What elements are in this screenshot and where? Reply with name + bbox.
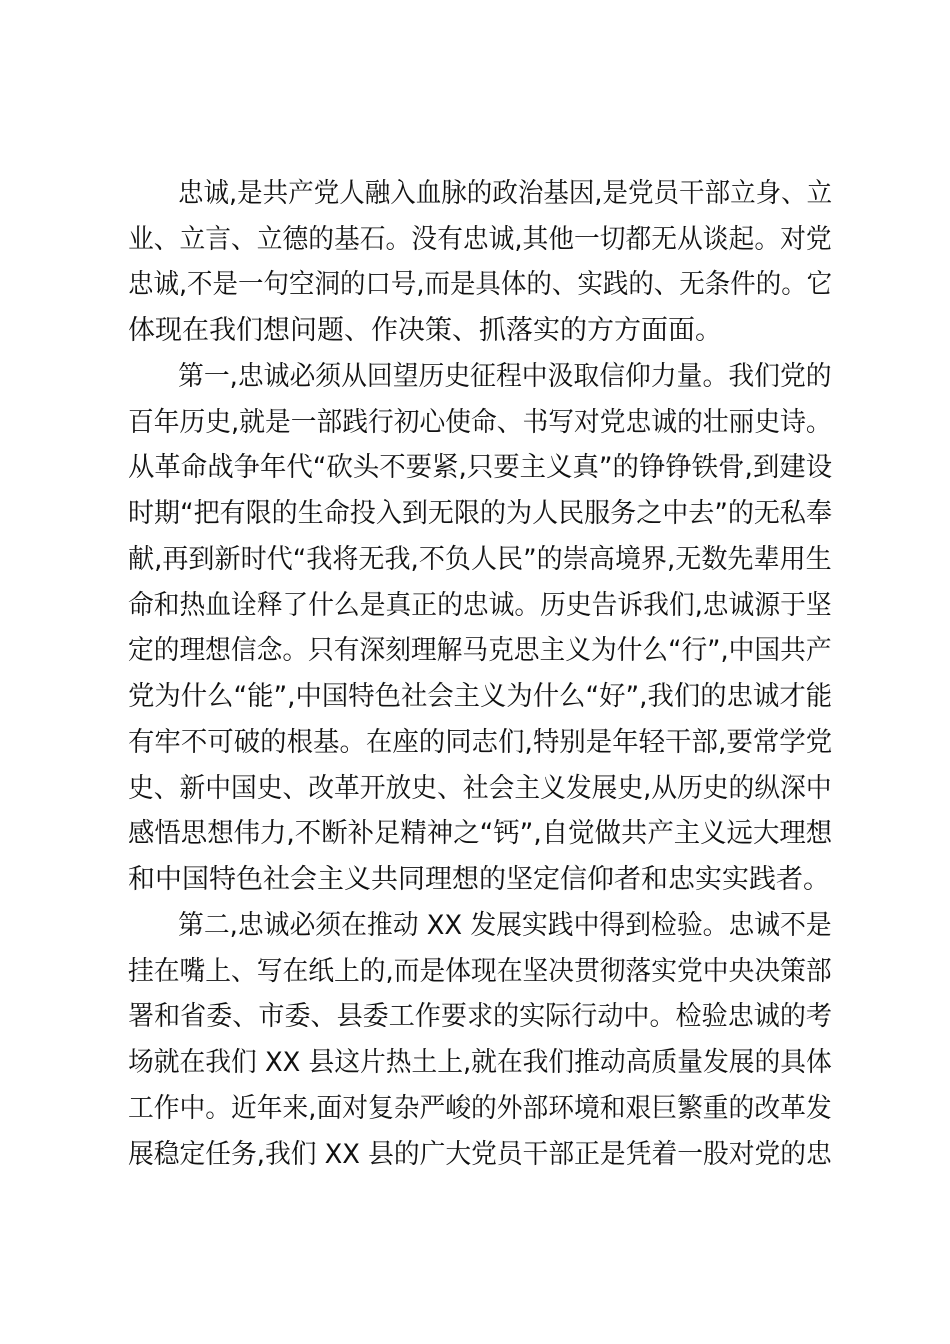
text-line: 史、新中国史、改革开放史、社会主义发展史,从历史的纵深中 (128, 773, 832, 804)
text-line: 业、立言、立德的基石。没有忠诚,其他一切都无从谈起。对党 (128, 224, 832, 255)
text-line: 党为什么“能”,中国特色社会主义为什么“好”,我们的忠诚才能 (128, 681, 833, 712)
text-line: 第一,忠诚必须从回望历史征程中汲取信仰力量。我们党的 (178, 361, 832, 392)
text-line: 从革命战争年代“砍头不要紧,只要主义真”的铮铮铁骨,到建设 (128, 452, 833, 483)
text-line: 第二,忠诚必须在推动 XX 发展实践中得到检验。忠诚不是 (178, 910, 832, 941)
text-line: 挂在嘴上、写在纸上的,而是体现在坚决贯彻落实党中央决策部 (128, 956, 832, 987)
text-line: 署和省委、市委、县委工作要求的实际行动中。检验忠诚的考 (128, 1001, 832, 1032)
text-line: 献,再到新时代“我将无我,不负人民”的崇高境界,无数先辈用生 (128, 544, 832, 575)
text-line: 忠诚,是共产党人融入血脉的政治基因,是党员干部立身、立 (178, 178, 833, 209)
text-line: 体现在我们想问题、作决策、抓落实的方方面面。 (128, 315, 722, 346)
text-line: 百年历史,就是一部践行初心使命、书写对党忠诚的壮丽史诗。 (128, 407, 832, 438)
text-line: 感悟思想伟力,不断补足精神之“钙”,自觉做共产主义远大理想 (128, 818, 833, 849)
text-line: 忠诚,不是一句空洞的口号,而是具体的、实践的、无条件的。它 (128, 269, 833, 300)
text-line: 和中国特色社会主义共同理想的坚定信仰者和忠实实践者。 (128, 864, 830, 895)
text-line: 时期“把有限的生命投入到无限的为人民服务之中去”的无私奉 (128, 498, 832, 529)
text-line: 工作中。近年来,面对复杂严峻的外部环境和艰巨繁重的改革发 (128, 1093, 832, 1124)
text-line: 展稳定任务,我们 XX 县的广大党员干部正是凭着一股对党的忠 (128, 1139, 832, 1170)
text-line: 场就在我们 XX 县这片热土上,就在我们推动高质量发展的具体 (128, 1047, 832, 1078)
text-line: 有牢不可破的根基。在座的同志们,特别是年轻干部,要常学党 (128, 727, 833, 758)
text-line: 命和热血诠释了什么是真正的忠诚。历史告诉我们,忠诚源于坚 (128, 590, 832, 621)
text-line: 定的理想信念。只有深刻理解马克思主义为什么“行”,中国共产 (128, 635, 832, 666)
